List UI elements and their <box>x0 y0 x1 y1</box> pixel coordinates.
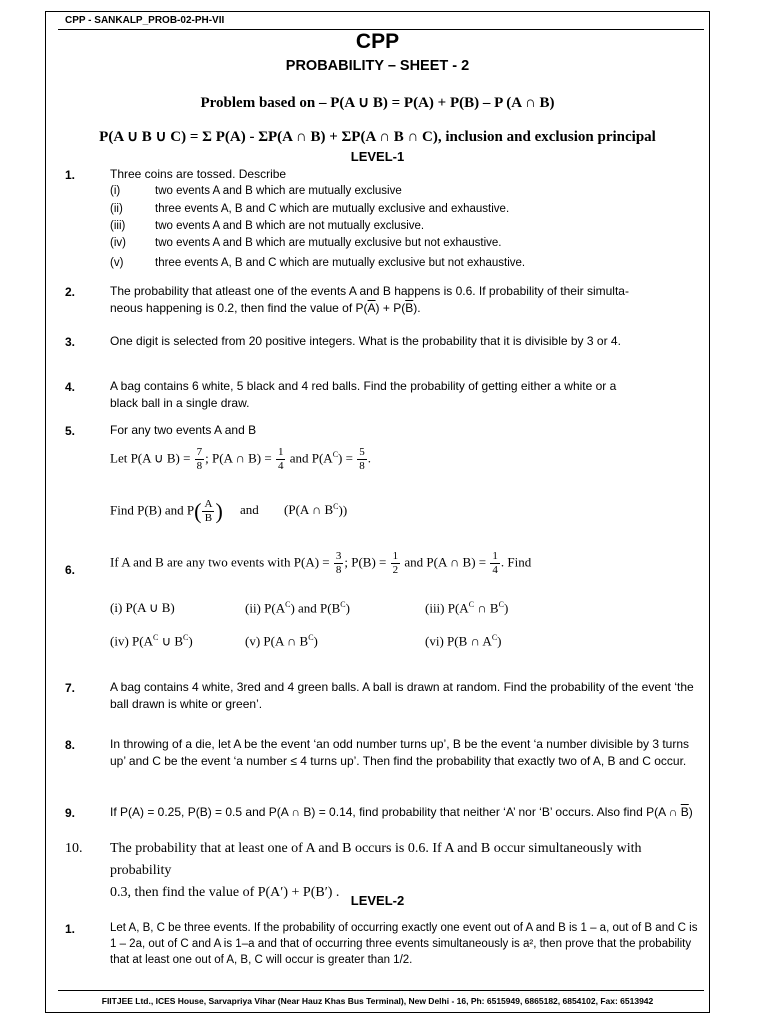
question-text: Let A, B, C be three events. If the probability of occurring exactly one event out of A and B is 1 – a, out of B and C is 1 – 2a, out of C and A is 1–a and that of occurring three events simultaneously is a², then prove that the probability that at least one out of A, B, C will occur is greater than 1/2. <box>110 922 698 966</box>
q6-part-i: (i) P(A ∪ B) <box>110 600 175 615</box>
question-text: In throwing of a die, let A be the event ‘an odd number turns up’, B be the event ‘a number divisible by 3 turns up’ and C be the event ‘a number ≤ 4 turns up’. Then find the probability that exactly two of A, B and C occur. <box>110 737 690 768</box>
fraction: $\frac{3}{8}$ <box>335 550 342 576</box>
item-text: two events A and B which are not mutually exclusive. <box>155 220 425 232</box>
q6-part-v: (v) P(A ∩ $B^C$) <box>245 633 318 649</box>
item-label: (iii) <box>110 220 126 232</box>
question-number: 1. <box>65 168 76 182</box>
item-label: (ii) <box>110 203 123 215</box>
fraction: $\frac{5}{8}$ <box>359 446 365 472</box>
question-text: Three coins are tossed. Describe <box>110 167 287 181</box>
page-title: CPP <box>355 30 400 53</box>
item-label: (i) <box>110 185 121 197</box>
q5-given: Let P(A ∪ B) = $\frac{7}{8}$ ; P(A ∩ B) = $\frac{1}{4}$ and $P(A^C)$ = $\frac{5}{8}$ . <box>110 446 371 472</box>
a-bar: $\overline{A}$ <box>367 300 376 315</box>
fraction: $\frac{7}{8}$ <box>196 446 203 472</box>
item-label: (iv) <box>110 237 126 249</box>
question-number: 3. <box>65 335 76 349</box>
text-line: The probability that atleast one of the events A and B happens is 0.6. If probability of their simulta- <box>110 284 629 298</box>
q6-part-ii: (ii) $P(A^C)$ and $P(B^C)$ <box>245 600 350 616</box>
sheet-title: PROBABILITY – SHEET - 2 <box>285 58 470 74</box>
fraction: $\frac{1}{2}$ <box>392 550 399 576</box>
fraction: $\frac{1}{4}$ <box>492 550 498 576</box>
footer-rule <box>58 990 704 991</box>
question-text: A bag contains 4 white, 3red and 4 green balls. A ball is drawn at random. Find the probability of the event ‘the ball drawn is white or green’. <box>110 680 694 711</box>
question-number: 4. <box>65 380 76 394</box>
fraction: $\frac{1}{4}$ <box>277 446 284 472</box>
q6-part-vi: (vi) P(B ∩ $A^C$) <box>425 633 502 649</box>
question-text: One digit is selected from 20 positive integers. What is the probability that it is divisible by 3 or 4. <box>110 334 621 348</box>
formula-line-1: Problem based on – P(A ∪ B) = P(A) + P(B) – P (A ∩ B) <box>200 95 555 111</box>
sheet-code: CPP - SANKALP_PROB-02-PH-VII <box>65 15 225 26</box>
b-bar: $\overline{B}$ <box>680 805 689 819</box>
question-number: 5. <box>65 424 76 438</box>
question-number: 9. <box>65 806 76 820</box>
question-text <box>110 283 705 316</box>
q6-given: If A and B are any two events with P(A) = $\frac{3}{8}$ ; P(B) = $\frac{1}{2}$ and P(A ∩ B) = $\frac{1}{4}$ . Find <box>110 550 532 576</box>
question-number: 6. <box>65 563 76 577</box>
question-text: A bag contains 6 white, 5 black and 4 red balls. Find the probability of getting either a white or a black ball in a single draw. <box>110 379 617 410</box>
footer-address: FIITJEE Ltd., ICES House, Sarvapriya Vihar (Near Hauz Khas Bus Terminal), New Delhi - 16, Ph: 6515949, 6865182, 6854102, Fax: 6513942 <box>101 996 654 1006</box>
question-number: 10. <box>65 841 83 856</box>
question-number: 8. <box>65 738 76 752</box>
q5-find: Find P(B) and P( $\frac{A}{B}$ ) and (P(A ∩ $B^C$)) <box>110 498 348 524</box>
item-text: two events A and B which are mutually exclusive <box>155 185 402 197</box>
level-1-heading: LEVEL-1 <box>350 149 405 164</box>
question-text: If P(A) = 0.25, P(B) = 0.5 and P(A ∩ B) = 0.14, find probability that neither ‘A’ nor ‘B’ occurs. Also find P(A ∩ $\overline{B}$) <box>110 805 693 819</box>
text-line: The probability that at least one of A and B occurs is 0.6. If A and B occur simultaneously with probability <box>110 841 642 878</box>
item-label: (v) <box>110 257 124 269</box>
question-number: 2. <box>65 285 76 299</box>
text-line: neous happening is 0.2, then find the value of $P(\overline{A}) + P(\overline{B})$. <box>110 300 421 315</box>
item-text: two events A and B which are mutually exclusive but not exhaustive. <box>155 237 502 249</box>
q6-part-iii: (iii) $P(A^C$ ∩ $B^C$) <box>425 600 509 616</box>
item-text: three events A, B and C which are mutually exclusive and exhaustive. <box>155 203 510 215</box>
question-number: 7. <box>65 681 76 695</box>
item-text: three events A, B and C which are mutually exclusive but not exhaustive. <box>155 257 526 269</box>
formula-line-2: P(A ∪ B ∪ C) = Σ P(A) - ΣP(A ∩ B) + ΣP(A ∩ B ∩ C), inclusion and exclusion principal <box>99 129 656 145</box>
b-bar: $\overline{B}$ <box>405 300 414 315</box>
question-text: For any two events A and B <box>110 423 257 437</box>
q6-part-iv: (iv) $P(A^C$ ∪ $B^C$) <box>110 633 193 649</box>
question-number: 1. <box>65 922 76 936</box>
level-2-heading: LEVEL-2 <box>350 893 405 908</box>
text-line: 0.3, then find the value of P(A′) + P(B′) . <box>110 885 340 900</box>
fraction: $\frac{A}{B}$ <box>204 498 213 524</box>
